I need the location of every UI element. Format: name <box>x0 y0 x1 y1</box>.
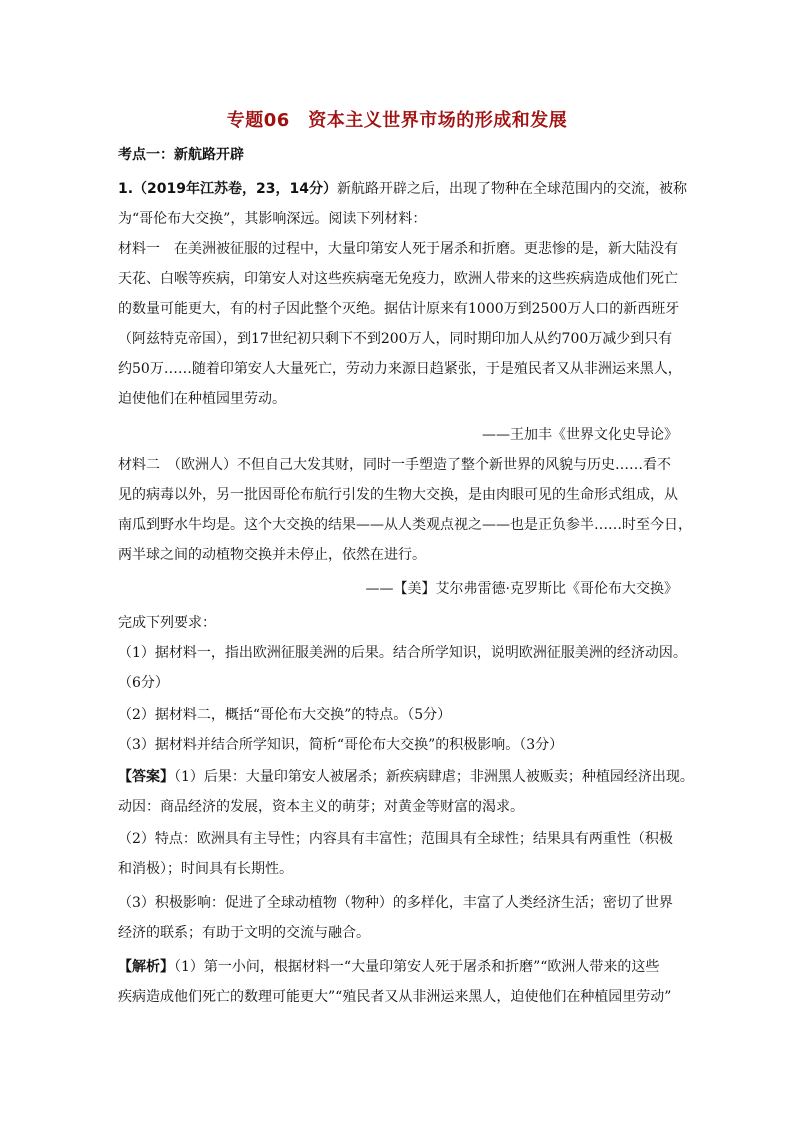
analysis-line-1 <box>118 958 678 976</box>
answer-line-1 <box>118 768 694 786</box>
question-1-line-1 <box>118 180 687 198</box>
material-1-line: 的数量可能更大，有的村子因此整个灭绝。据估计原来有1000万到2500万人口的新西班牙 <box>118 301 680 317</box>
material-1-line: 迫使他们在种植园里劳动。 <box>118 391 286 407</box>
answer-line: 和消极）；时间具有长期性。 <box>118 861 293 877</box>
material-2-line: 材料二 （欧洲人）不但自己大发其财，同时一手塑造了整个新世界的风貌与历史……看不 <box>118 457 671 473</box>
requirement-line: （6分） <box>118 675 169 691</box>
material-2-line: 两半球之间的动植物交换并未停止，依然在进行。 <box>118 547 426 563</box>
answer-line: （3）积极影响：促进了全球动植物（物种）的多样化，丰富了人类经济生活；密切了世界 <box>118 895 673 911</box>
answer-line: 经济的联系；有助于文明的交流与融合。 <box>118 925 370 941</box>
material-2-source: ——【美】艾尔弗雷德·克罗斯比《哥伦布大交换》 <box>365 581 678 597</box>
material-1-line: 材料一 在美洲被征服的过程中，大量印第安人死于屠杀和折磨。更悲惨的是，新大陆没有 <box>118 241 678 257</box>
answer-label: 【答案】 <box>118 769 174 785</box>
material-1-line: 约50万……随着印第安人大量死亡，劳动力来源日趋紧张，于是殖民者又从非洲运来黑人， <box>118 361 682 377</box>
page-title: 专题06 资本主义世界市场的形成和发展 <box>226 110 568 131</box>
section-heading: 考点一：新航路开辟 <box>118 147 244 163</box>
requirement-line: 完成下列要求： <box>118 615 216 631</box>
material-1-line: 天花、白喉等疾病，印第安人对这些疾病毫无免疫力，欧洲人带来的这些疾病造成他们死亡 <box>118 271 678 287</box>
material-2-line: 南瓜到野水牛均是。这个大交换的结果——从人类观点视之——也是正负参半……时至今日， <box>118 517 692 533</box>
question-1-line-2: 为“哥伦布大交换”，其影响深远。阅读下列材料： <box>118 211 427 227</box>
material-2-line: 见的病毒以外，另一批因哥伦布航行引发的生物大交换，是由肉眼可见的生命形式组成，从 <box>118 487 678 503</box>
material-1-line: （阿兹特克帝国），到17世纪初只剩下不到200万人，同时期印加人从约700万减少到只有 <box>118 331 673 347</box>
requirement-line: （3）据材料并结合所学知识，简析“哥伦布大交换”的积极影响。（3分） <box>118 737 564 753</box>
requirement-line: （1）据材料一，指出欧洲征服美洲的后果。结合所学知识，说明欧洲征服美洲的经济动因。 <box>118 645 687 661</box>
material-1-source: ——王加丰《世界文化史导论》 <box>482 427 678 443</box>
analysis-line-2: 疾病造成他们死亡的数理可能更大”“殖民者又从非洲运来黑人，迫使他们在种植园里劳动” <box>118 989 672 1005</box>
analysis-text: （1）第一小问，根据材料一“大量印第安人死于屠杀和折磨”“欧洲人带来的这些 <box>174 959 660 975</box>
answer-line: 动因：商品经济的发展，资本主义的萌芽；对黄金等财富的渴求。 <box>118 799 524 815</box>
answer-text: （1）后果：大量印第安人被屠杀；新疾病肆虐；非洲黑人被贩卖；种植园经济出现。 <box>174 769 694 785</box>
question-intro: 新航路开辟之后，出现了物种在全球范围内的交流，被称 <box>337 181 687 197</box>
requirement-line: （2）据材料二，概括“哥伦布大交换”的特点。（5分） <box>118 707 452 723</box>
question-source: 1.（2019年江苏卷，23，14分） <box>118 181 337 197</box>
analysis-label: 【解析】 <box>118 959 174 975</box>
answer-line: （2）特点：欧洲具有主导性；内容具有丰富性；范围具有全球性；结果具有两重性（积极 <box>118 831 673 847</box>
